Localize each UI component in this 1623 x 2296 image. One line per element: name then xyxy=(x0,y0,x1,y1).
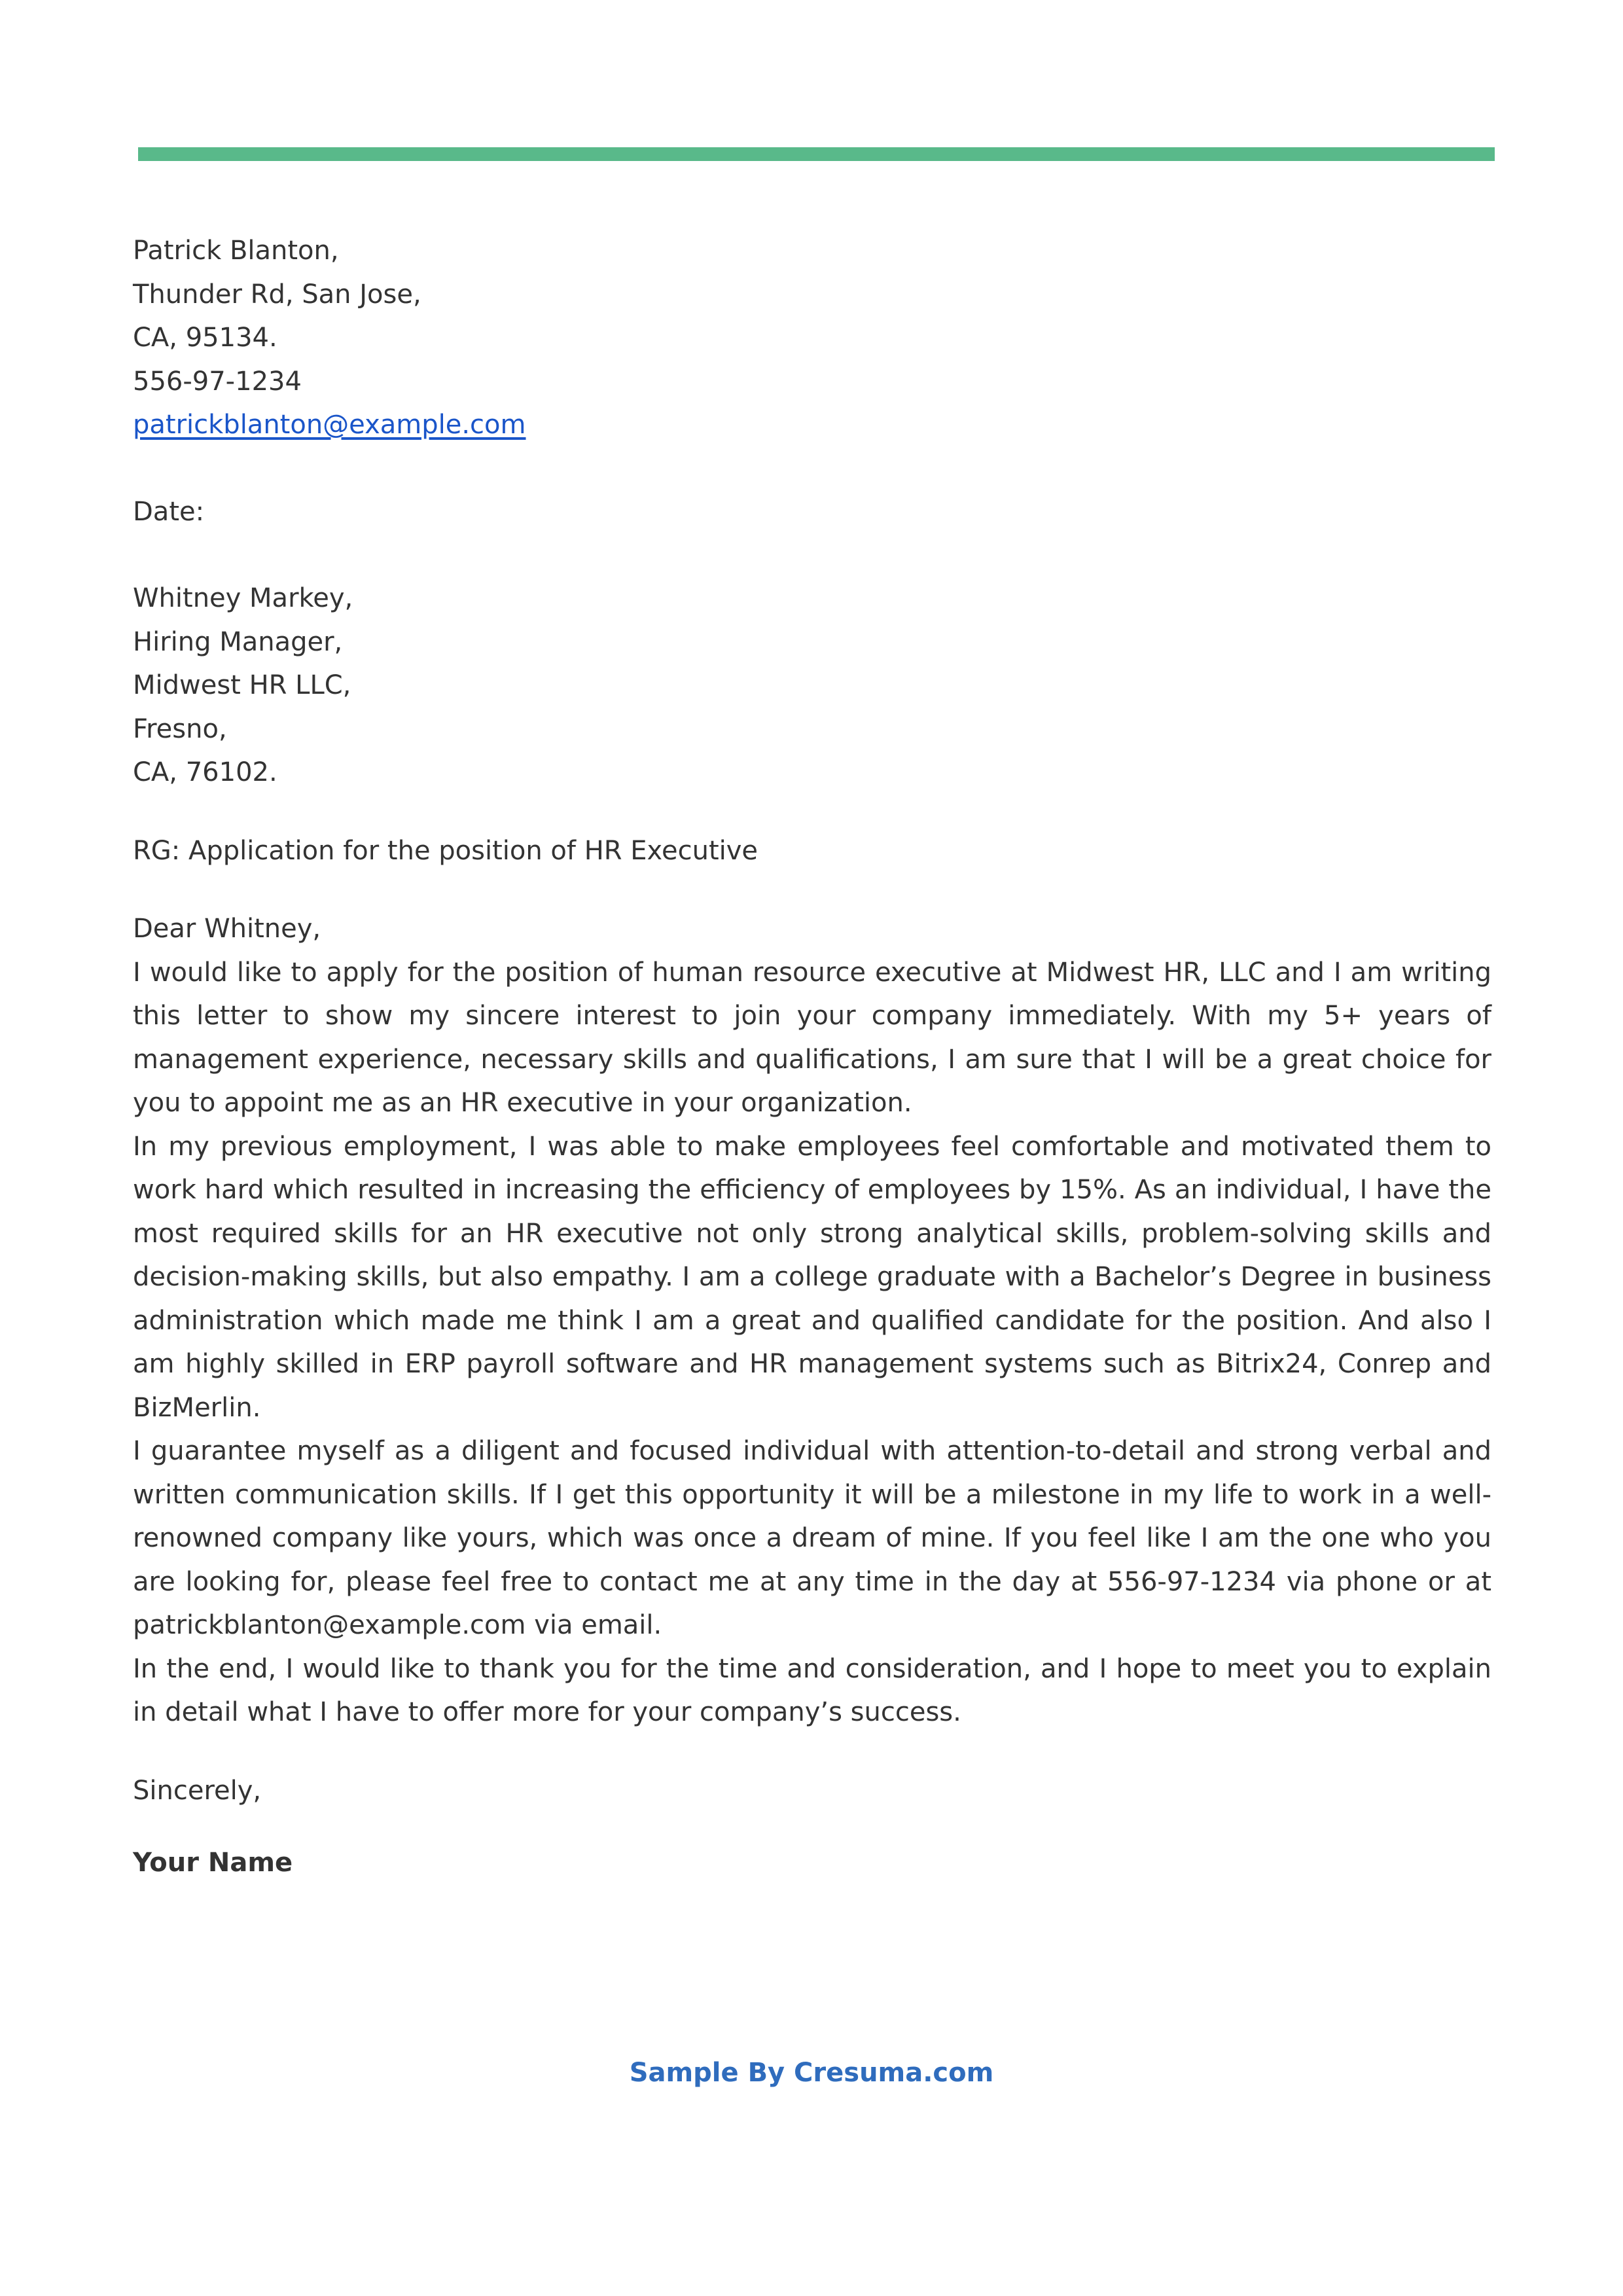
sender-name: Patrick Blanton, xyxy=(133,236,339,266)
recipient-title: Hiring Manager, xyxy=(133,626,343,657)
sender-phone: 556-97-1234 xyxy=(133,366,302,397)
sender-street: Thunder Rd, San Jose, xyxy=(133,279,421,310)
salutation xyxy=(133,907,1491,951)
signature-block xyxy=(133,1841,1491,1885)
date-label: Date: xyxy=(133,496,205,527)
body-paragraph-3: I guarantee myself as a diligent and focused individual with attention-to-detail and strong verbal and written communication skills. If I get this opportunity it will be a milestone in my life to work in a well-renowned company like yours, which was once a dream of mine. If you feel like I am the one who you are looking for, please feel free to contact me at any time in the day at 556-97-1234 via phone or at patrickblanton@example.com via email. xyxy=(133,1436,1491,1640)
recipient-name: Whitney Markey, xyxy=(133,583,353,613)
recipient-state-zip: CA, 76102. xyxy=(133,757,277,787)
sender-address-block xyxy=(133,229,1491,447)
date-line xyxy=(133,490,1491,534)
sender-email-link[interactable]: patrickblanton@example.com xyxy=(133,410,526,440)
cover-letter xyxy=(133,229,1491,1885)
subject-text: RG: Application for the position of HR Executive xyxy=(133,835,758,866)
recipient-city: Fresno, xyxy=(133,713,227,744)
header-accent-bar xyxy=(138,147,1495,161)
footer-credit: Sample By Cresuma.com xyxy=(629,2058,994,2088)
salutation-text: Dear Whitney, xyxy=(133,914,321,944)
closing-text: Sincerely, xyxy=(133,1775,262,1806)
sender-state-zip: CA, 95134. xyxy=(133,323,277,353)
closing xyxy=(133,1769,1491,1813)
body-paragraph-1: I would like to apply for the position of human resource executive at Midwest HR, LLC and I am writing this letter to show my sincere interest to join your company immediately. With my 5+ years of management experience, necessary skills and qualifications, I am sure that I will be a great choice for you to appoint me as an HR executive in your organization. xyxy=(133,957,1491,1118)
signature-name: Your Name xyxy=(133,1848,293,1878)
body-paragraph-4: In the end, I would like to thank you for the time and consideration, and I hope to meet you to explain in detail what I have to offer more for your company’s success. xyxy=(133,1653,1491,1727)
recipient-company: Midwest HR LLC, xyxy=(133,670,351,700)
recipient-address-block xyxy=(133,577,1491,795)
body-paragraph-2: In my previous employment, I was able to make employees feel comfortable and motivated them to work hard which resulted in increasing the efficiency of employees by 15%. As an individual, I have the most required skills for an HR executive not only strong analytical skills, problem-solving skills and decision-making skills, but also empathy. I am a college graduate with a Bachelor’s Degree in business administration which made me think I am a great and qualified candidate for the position. And also I am highly skilled in ERP payroll software and HR management systems such as Bitrix24, Conrep and BizMerlin. xyxy=(133,1131,1491,1423)
subject-line xyxy=(133,829,1491,873)
